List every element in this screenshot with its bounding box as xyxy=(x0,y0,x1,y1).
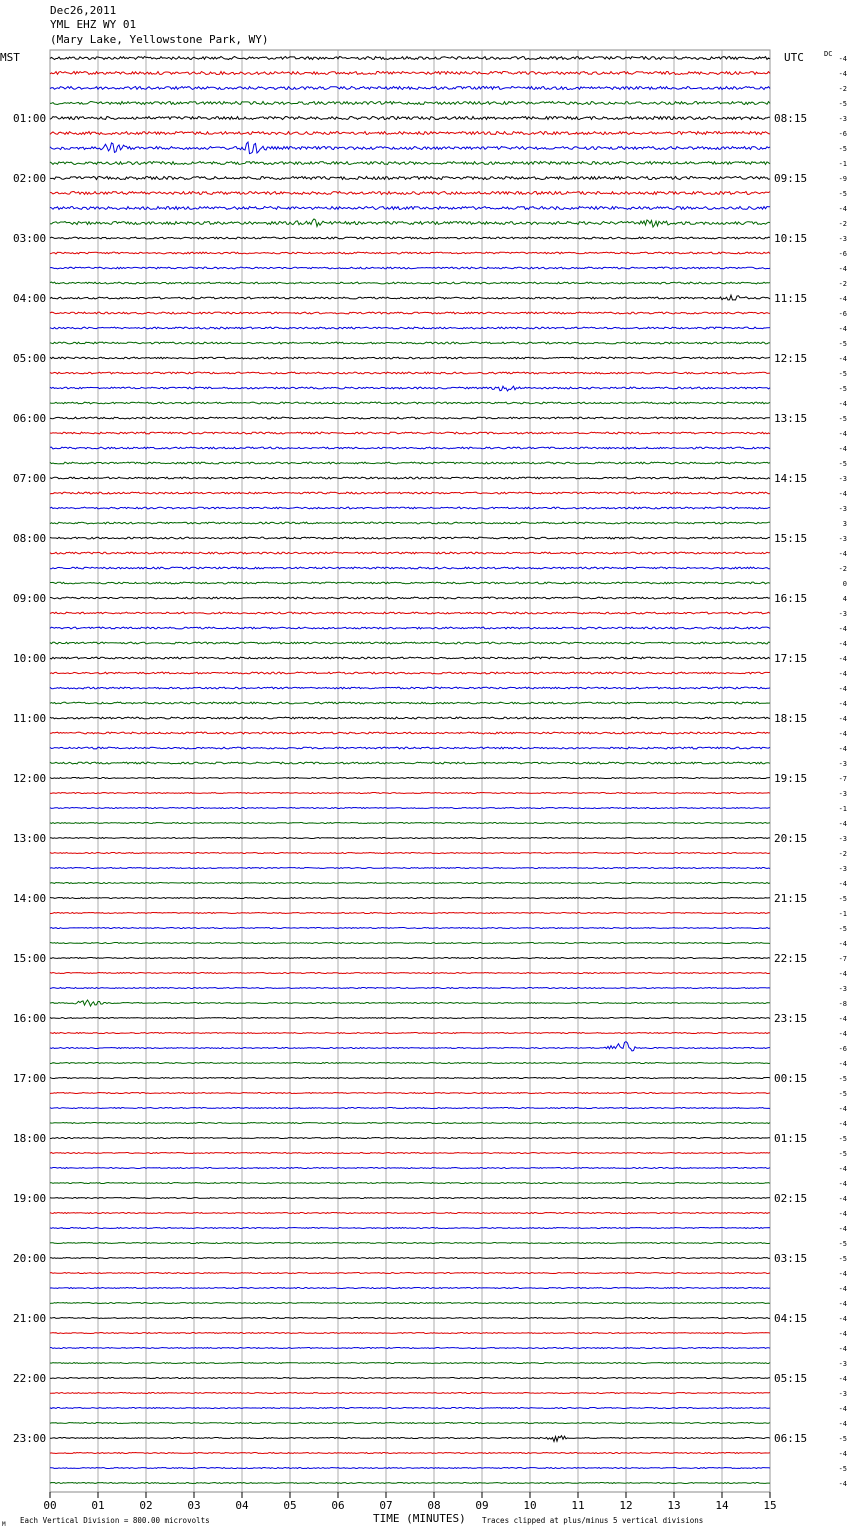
dc-offset-value: 3 xyxy=(842,520,847,528)
dc-offset-value: -4 xyxy=(838,1300,847,1308)
dc-offset-value: -3 xyxy=(838,1360,847,1368)
seismic-trace xyxy=(50,192,770,195)
mst-hour-label: 14:00 xyxy=(13,892,47,905)
dc-offset-value: -4 xyxy=(838,1450,847,1458)
mst-hour-label: 06:00 xyxy=(13,412,47,425)
dc-offset-value: -4 xyxy=(838,625,847,633)
seismic-trace xyxy=(50,1063,770,1064)
seismic-trace xyxy=(50,687,770,689)
trace-rows xyxy=(50,57,770,1484)
seismic-trace xyxy=(50,1183,770,1184)
mst-hour-label: 08:00 xyxy=(13,532,47,545)
seismic-trace xyxy=(50,402,770,404)
seismic-trace xyxy=(50,102,770,105)
dc-offset-value: -5 xyxy=(838,925,847,933)
seismic-trace xyxy=(50,282,770,284)
mst-hour-label: 13:00 xyxy=(13,832,47,845)
dc-offset-value: -4 xyxy=(838,880,847,888)
dc-offset-value: -2 xyxy=(838,85,847,93)
dc-offset-value: -5 xyxy=(838,1240,847,1248)
seismic-trace xyxy=(50,1423,770,1424)
seismic-trace xyxy=(50,142,770,154)
dc-offset-value: -5 xyxy=(838,340,847,348)
seismic-trace xyxy=(50,898,770,899)
seismic-trace xyxy=(50,868,770,869)
dc-offset-value: 0 xyxy=(842,580,847,588)
mst-hour-label: 10:00 xyxy=(13,652,47,665)
seismic-trace xyxy=(50,372,770,374)
dc-offset-value: -3 xyxy=(838,760,847,768)
dc-offset-value: -4 xyxy=(838,1315,847,1323)
dc-offset-value: -4 xyxy=(838,490,847,498)
x-axis-title: TIME (MINUTES) xyxy=(373,1512,466,1525)
seismic-trace xyxy=(50,507,770,509)
seismic-trace xyxy=(50,702,770,704)
dc-offset-value: -6 xyxy=(838,310,847,318)
mst-hour-label: 11:00 xyxy=(13,712,47,725)
seismic-trace xyxy=(50,1018,770,1019)
dc-offset-value: -4 xyxy=(838,1030,847,1038)
dc-offset-value: -4 xyxy=(838,1270,847,1278)
dc-offset-value: -3 xyxy=(838,985,847,993)
seismic-trace xyxy=(50,642,770,644)
minute-tick-label: 09 xyxy=(475,1499,489,1512)
seismic-trace xyxy=(50,1108,770,1109)
dc-offset-value: -4 xyxy=(838,1330,847,1338)
seismic-trace xyxy=(50,1436,770,1442)
dc-offset-value: -4 xyxy=(838,940,847,948)
seismic-trace xyxy=(50,1258,770,1259)
minute-tick-label: 15 xyxy=(763,1499,777,1512)
seismic-trace xyxy=(50,762,770,764)
seismic-trace xyxy=(50,432,770,434)
seismic-trace xyxy=(50,1042,770,1051)
mst-hour-label: 09:00 xyxy=(13,592,47,605)
dc-offset-value: -8 xyxy=(838,1000,847,1008)
seismic-trace xyxy=(50,477,770,479)
dc-offset-value: -5 xyxy=(838,415,847,423)
seismic-trace xyxy=(50,1288,770,1289)
seismic-trace xyxy=(50,717,770,719)
dc-offset-value: -5 xyxy=(838,1150,847,1158)
mst-hour-label: 23:00 xyxy=(13,1432,47,1445)
mst-hour-label: 01:00 xyxy=(13,112,47,125)
utc-hour-label: 20:15 xyxy=(774,832,808,845)
dc-offset-value: -4 xyxy=(838,820,847,828)
seismic-trace xyxy=(50,312,770,314)
seismic-trace xyxy=(50,1153,770,1154)
plot-frame xyxy=(50,50,770,1492)
minute-tick-label: 08 xyxy=(427,1499,441,1512)
dc-offset-value: -6 xyxy=(838,1045,847,1053)
dc-offset-value: -2 xyxy=(838,220,847,228)
seismic-trace xyxy=(50,853,770,854)
utc-hour-label: 03:15 xyxy=(774,1252,808,1265)
minute-tick-label: 00 xyxy=(43,1499,57,1512)
dc-offset-value: -4 xyxy=(838,1405,847,1413)
dc-offset-value: -5 xyxy=(838,370,847,378)
seismic-trace xyxy=(50,1363,770,1364)
dc-offset-header: DC xyxy=(824,50,833,58)
dc-offset-value: -5 xyxy=(838,385,847,393)
seismic-trace xyxy=(50,627,770,629)
seismic-trace xyxy=(50,219,770,227)
seismic-trace xyxy=(50,973,770,974)
seismic-trace xyxy=(50,1453,770,1454)
dc-offset-value: -4 xyxy=(838,1420,847,1428)
mst-hour-label: 12:00 xyxy=(13,772,47,785)
dc-offset-value: -4 xyxy=(838,745,847,753)
dc-offset-value: -3 xyxy=(838,235,847,243)
dc-offset-value: -1 xyxy=(838,805,847,813)
dc-offset-value: -3 xyxy=(838,790,847,798)
dc-offset-value: -3 xyxy=(838,475,847,483)
seismic-trace xyxy=(50,1033,770,1034)
minute-tick-label: 03 xyxy=(187,1499,201,1512)
dc-offset-value: -4 xyxy=(838,1120,847,1128)
dc-offset-value: -4 xyxy=(838,325,847,333)
dc-offset-value: -5 xyxy=(838,1255,847,1263)
dc-offset-value: -4 xyxy=(838,1105,847,1113)
seismic-trace xyxy=(50,1198,770,1199)
utc-hour-label: 09:15 xyxy=(774,172,808,185)
seismic-trace xyxy=(50,57,770,60)
seismic-trace xyxy=(50,672,770,674)
dc-offset-value: -4 xyxy=(838,1375,847,1383)
seismic-trace xyxy=(50,267,770,269)
seismic-trace xyxy=(50,177,770,180)
record-date: Dec26,2011 xyxy=(50,4,117,17)
seismic-trace xyxy=(50,386,770,391)
seismic-trace xyxy=(50,357,770,359)
utc-hour-label: 02:15 xyxy=(774,1192,808,1205)
seismic-trace xyxy=(50,72,770,75)
dc-offset-value: -5 xyxy=(838,100,847,108)
mst-hour-label: 18:00 xyxy=(13,1132,47,1145)
dc-offset-value: -1 xyxy=(838,910,847,918)
mst-hour-label: 05:00 xyxy=(13,352,47,365)
dc-offset-value: -3 xyxy=(838,505,847,513)
seismic-trace xyxy=(50,1408,770,1409)
seismic-trace xyxy=(50,447,770,449)
mst-hour-label: 02:00 xyxy=(13,172,47,185)
dc-offset-value: -4 xyxy=(838,295,847,303)
dc-offset-value: -4 xyxy=(838,685,847,693)
utc-hour-label: 21:15 xyxy=(774,892,808,905)
seismic-trace xyxy=(50,1243,770,1244)
seismic-trace xyxy=(50,1093,770,1094)
utc-hour-label: 11:15 xyxy=(774,292,808,305)
seismic-trace xyxy=(50,252,770,254)
seismic-trace xyxy=(50,237,770,239)
minute-tick-label: 04 xyxy=(235,1499,249,1512)
dc-offset-value: -4 xyxy=(838,655,847,663)
mst-hour-label: 07:00 xyxy=(13,472,47,485)
dc-offset-value: -3 xyxy=(838,865,847,873)
dc-offset-value: -2 xyxy=(838,280,847,288)
dc-offset-value: -4 xyxy=(838,430,847,438)
dc-offset-value: -4 xyxy=(838,205,847,213)
utc-axis-label: UTC xyxy=(784,51,804,64)
dc-offset-value: -4 xyxy=(838,550,847,558)
dc-offset-value: -3 xyxy=(838,1390,847,1398)
utc-hour-label: 05:15 xyxy=(774,1372,808,1385)
seismic-trace xyxy=(50,732,770,734)
seismic-trace xyxy=(50,883,770,884)
mst-hour-label: 20:00 xyxy=(13,1252,47,1265)
seismic-trace xyxy=(50,1000,770,1006)
seismic-trace xyxy=(50,612,770,614)
seismic-trace xyxy=(50,1168,770,1169)
dc-offset-value: -4 xyxy=(838,970,847,978)
seismic-trace xyxy=(50,1393,770,1394)
seismic-trace xyxy=(50,117,770,120)
utc-hour-label: 08:15 xyxy=(774,112,808,125)
seismic-trace xyxy=(50,1213,770,1214)
utc-hour-label: 06:15 xyxy=(774,1432,808,1445)
seismic-trace xyxy=(50,492,770,494)
seismic-trace xyxy=(50,327,770,329)
dc-offset-value: -4 xyxy=(838,1285,847,1293)
dc-offset-value: -3 xyxy=(838,835,847,843)
seismic-trace xyxy=(50,1228,770,1229)
seismic-trace xyxy=(50,132,770,135)
dc-offset-value: -4 xyxy=(838,640,847,648)
mst-hour-label: 19:00 xyxy=(13,1192,47,1205)
utc-hour-label: 23:15 xyxy=(774,1012,808,1025)
seismic-trace xyxy=(50,823,770,824)
seismic-trace xyxy=(50,417,770,419)
utc-hour-label: 15:15 xyxy=(774,532,808,545)
dc-offset-value: -4 xyxy=(838,55,847,63)
dc-offset-value: -6 xyxy=(838,250,847,258)
seismic-trace xyxy=(50,838,770,839)
utc-hour-label: 17:15 xyxy=(774,652,808,665)
dc-offset-value: -2 xyxy=(838,565,847,573)
seismic-trace xyxy=(50,1468,770,1469)
minute-tick-label: 12 xyxy=(619,1499,633,1512)
minute-tick-label: 07 xyxy=(379,1499,393,1512)
seismic-trace xyxy=(50,582,770,584)
utc-hour-label: 04:15 xyxy=(774,1312,808,1325)
dc-offset-value: -1 xyxy=(838,160,847,168)
dc-offset-value: -4 xyxy=(838,355,847,363)
minute-tick-label: 11 xyxy=(571,1499,585,1512)
seismic-trace xyxy=(50,793,770,794)
vertical-division-note: Each Vertical Division = 800.00 microvolts xyxy=(20,1516,210,1525)
minute-tick-label: 02 xyxy=(139,1499,153,1512)
mst-hour-label: 15:00 xyxy=(13,952,47,965)
dc-offset-value: -3 xyxy=(838,115,847,123)
dc-offset-value: -7 xyxy=(838,955,847,963)
seismic-trace xyxy=(50,778,770,779)
seismic-trace xyxy=(50,537,770,539)
clipping-note: Traces clipped at plus/minus 5 vertical divisions xyxy=(482,1516,704,1525)
seismic-trace xyxy=(50,657,770,659)
dc-offset-value: -5 xyxy=(838,1075,847,1083)
dc-offset-value: -5 xyxy=(838,1135,847,1143)
utc-hour-label: 10:15 xyxy=(774,232,808,245)
seismic-trace xyxy=(50,913,770,914)
mst-hour-label: 17:00 xyxy=(13,1072,47,1085)
utc-hour-label: 13:15 xyxy=(774,412,808,425)
dc-offset-value: -5 xyxy=(838,895,847,903)
dc-offset-value: -4 xyxy=(838,400,847,408)
dc-offset-value: -4 xyxy=(838,1225,847,1233)
dc-offset-value: -5 xyxy=(838,145,847,153)
dc-offset-value: -4 xyxy=(838,670,847,678)
station-location: (Mary Lake, Yellowstone Park, WY) xyxy=(50,33,269,46)
seismic-trace xyxy=(50,1348,770,1349)
seismic-trace xyxy=(50,1138,770,1139)
dc-offset-value: -9 xyxy=(838,175,847,183)
dc-offset-value: -4 xyxy=(838,1180,847,1188)
seismic-trace xyxy=(50,1318,770,1319)
seismic-trace xyxy=(50,1123,770,1124)
seismic-trace xyxy=(50,1483,770,1484)
mst-hour-label: 22:00 xyxy=(13,1372,47,1385)
seismic-trace xyxy=(50,567,770,569)
dc-offset-value: -4 xyxy=(838,1195,847,1203)
utc-hour-label: 19:15 xyxy=(774,772,808,785)
dc-offset-value: -5 xyxy=(838,460,847,468)
utc-hour-label: 16:15 xyxy=(774,592,808,605)
minute-tick-label: 01 xyxy=(91,1499,105,1512)
seismic-trace xyxy=(50,552,770,554)
seismic-trace xyxy=(50,943,770,944)
utc-hour-label: 00:15 xyxy=(774,1072,808,1085)
dc-offset-value: -4 xyxy=(838,1060,847,1068)
utc-hour-label: 12:15 xyxy=(774,352,808,365)
seismic-trace xyxy=(50,462,770,464)
dc-offset-value: -5 xyxy=(838,1435,847,1443)
mst-axis-label: MST xyxy=(0,51,20,64)
seismic-trace xyxy=(50,988,770,989)
seismic-trace xyxy=(50,597,770,599)
dc-offset-value: -6 xyxy=(838,130,847,138)
dc-offset-value: -5 xyxy=(838,1090,847,1098)
seismic-trace xyxy=(50,1303,770,1304)
dc-offset-value: -4 xyxy=(838,1015,847,1023)
dc-offset-value: -3 xyxy=(838,610,847,618)
dc-offset-value: -4 xyxy=(838,265,847,273)
seismic-trace xyxy=(50,295,770,300)
seismic-trace xyxy=(50,928,770,929)
dc-offset-value: -5 xyxy=(838,1465,847,1473)
dc-offset-value: -5 xyxy=(838,190,847,198)
dc-offset-value: -4 xyxy=(838,445,847,453)
utc-hour-label: 22:15 xyxy=(774,952,808,965)
seismic-trace xyxy=(50,747,770,749)
dc-offset-value: -4 xyxy=(838,1345,847,1353)
seismic-trace xyxy=(50,1273,770,1274)
seismic-trace xyxy=(50,207,770,210)
dc-offset-value: -7 xyxy=(838,775,847,783)
dc-offset-value: -2 xyxy=(838,850,847,858)
dc-offset-value: -4 xyxy=(838,730,847,738)
dc-offset-value: -4 xyxy=(838,700,847,708)
utc-hour-label: 14:15 xyxy=(774,472,808,485)
station-code: YML EHZ WY 01 xyxy=(50,18,137,31)
seismic-trace xyxy=(50,1078,770,1079)
dc-offset-value: -3 xyxy=(838,535,847,543)
mst-hour-label: 03:00 xyxy=(13,232,47,245)
dc-offset-value: -4 xyxy=(838,1210,847,1218)
minute-tick-label: 13 xyxy=(667,1499,681,1512)
corner-mark: M xyxy=(2,1521,6,1528)
dc-offset-value: -4 xyxy=(838,715,847,723)
mst-hour-label: 16:00 xyxy=(13,1012,47,1025)
minute-tick-label: 14 xyxy=(715,1499,729,1512)
seismic-trace xyxy=(50,522,770,524)
utc-hour-label: 01:15 xyxy=(774,1132,808,1145)
dc-offset-value: 4 xyxy=(842,595,847,603)
dc-offset-value: -4 xyxy=(838,70,847,78)
utc-hour-label: 18:15 xyxy=(774,712,808,725)
mst-hour-label: 21:00 xyxy=(13,1312,47,1325)
minute-tick-label: 05 xyxy=(283,1499,297,1512)
seismic-trace xyxy=(50,808,770,809)
mst-hour-label: 04:00 xyxy=(13,292,47,305)
dc-offset-value: -4 xyxy=(838,1480,847,1488)
seismic-trace xyxy=(50,342,770,344)
dc-offset-value: -4 xyxy=(838,1165,847,1173)
seismic-trace xyxy=(50,162,770,165)
seismic-trace xyxy=(50,87,770,90)
seismic-trace xyxy=(50,1378,770,1379)
seismic-trace xyxy=(50,1333,770,1334)
minute-tick-label: 10 xyxy=(523,1499,537,1512)
seismic-trace xyxy=(50,958,770,959)
minute-tick-label: 06 xyxy=(331,1499,345,1512)
